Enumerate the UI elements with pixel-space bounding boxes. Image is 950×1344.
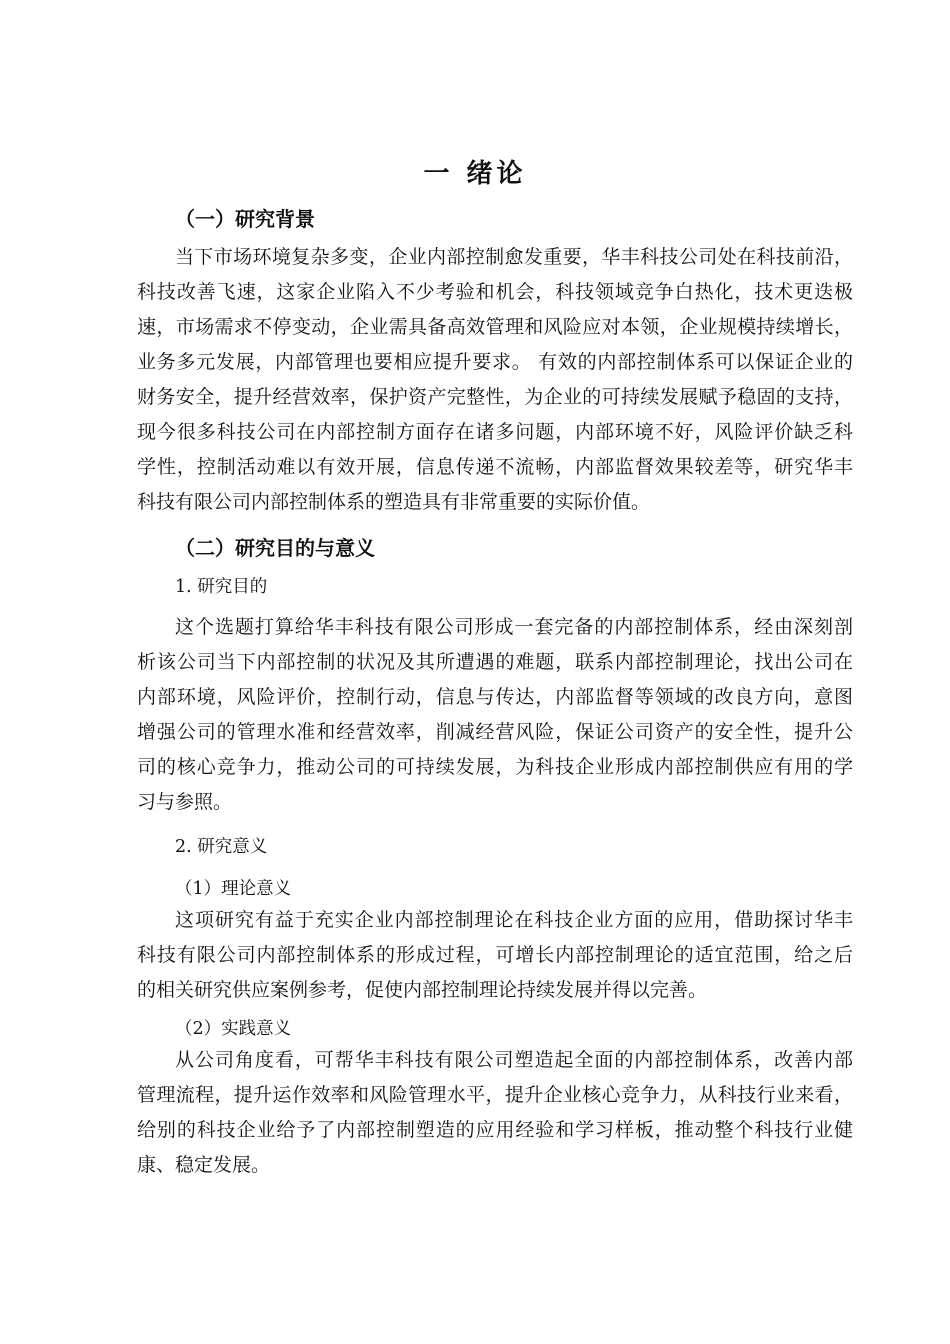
text-line: 业务多元发展，内部管理也要相应提升要求。 有效的内部控制体系可以保证企业的 [137, 351, 853, 373]
text-line: 科技改善飞速，这家企业陷入不少考验和机会，科技领域竞争白热化，技术更迭极 [137, 281, 853, 303]
subheading-significance: 2. 研究意义 [175, 837, 268, 857]
text-line: 析该公司当下内部控制的状况及其所遭遇的难题，联系内部控制理论，找出公司在 [137, 651, 853, 673]
text-line: 康、稳定发展。 [137, 1154, 271, 1176]
subheading-practice: （2）实践意义 [175, 1019, 292, 1039]
text-line: 内部环境，风险评价，控制行动，信息与传达，内部监督等领域的改良方向，意图 [137, 686, 853, 708]
text-line: 当下市场环境复杂多变，企业内部控制愈发重要，华丰科技公司处在科技前沿， [175, 246, 853, 268]
paragraph-practice [137, 1043, 853, 1183]
text-line: 科技有限公司内部控制体系的形成过程，可增长内部控制理论的适宜范围，给之后 [137, 944, 853, 966]
subheading-purpose: 1. 研究目的 [175, 577, 268, 597]
text-line: 这项研究有益于充实企业内部控制理论在科技企业方面的应用，借助探讨华丰 [175, 909, 853, 931]
text-line: 速，市场需求不停变动，企业需具备高效管理和风险应对本领，企业规模持续增长， [137, 316, 853, 338]
chapter-title: 一 绪论 [423, 159, 527, 189]
text-line: 增强公司的管理水准和经营效率，削减经营风险，保证公司资产的安全性，提升公 [137, 721, 853, 743]
text-line: 习与参照。 [137, 791, 233, 813]
text-line: 财务安全，提升经营效率，保护资产完整性，为企业的可持续发展赋予稳固的支持， [137, 386, 853, 408]
text-line: 学性，控制活动难以有效开展，信息传递不流畅，内部监督效果较差等，研究华丰 [137, 456, 853, 478]
text-line: 科技有限公司内部控制体系的塑造具有非常重要的实际价值。 [137, 491, 651, 513]
text-line: 的相关研究供应案例参考，促使内部控制理论持续发展并得以完善。 [137, 979, 708, 1001]
paragraph-purpose [137, 610, 853, 820]
text-line: 司的核心竞争力，推动公司的可持续发展，为科技企业形成内部控制供应有用的学 [137, 756, 853, 778]
text-line: 管理流程，提升运作效率和风险管理水平，提升企业核心竞争力，从科技行业来看， [137, 1084, 853, 1106]
section-heading-background: （一）研究背景 [175, 207, 315, 231]
text-line: 给别的科技企业给予了内部控制塑造的应用经验和学习样板，推动整个科技行业健 [137, 1119, 853, 1141]
text-line: 从公司角度看，可帮华丰科技有限公司塑造起全面的内部控制体系，改善内部 [175, 1049, 853, 1071]
paragraph-background [137, 240, 853, 520]
paragraph-theory [137, 903, 853, 1008]
text-line: 这个选题打算给华丰科技有限公司形成一套完备的内部控制体系，经由深刻剖 [175, 616, 853, 638]
text-line: 现今很多科技公司在内部控制方面存在诸多问题，内部环境不好，风险评价缺乏科 [137, 421, 853, 443]
section-heading-purpose-significance: （二）研究目的与意义 [175, 536, 375, 560]
subheading-theory: （1）理论意义 [175, 879, 292, 899]
